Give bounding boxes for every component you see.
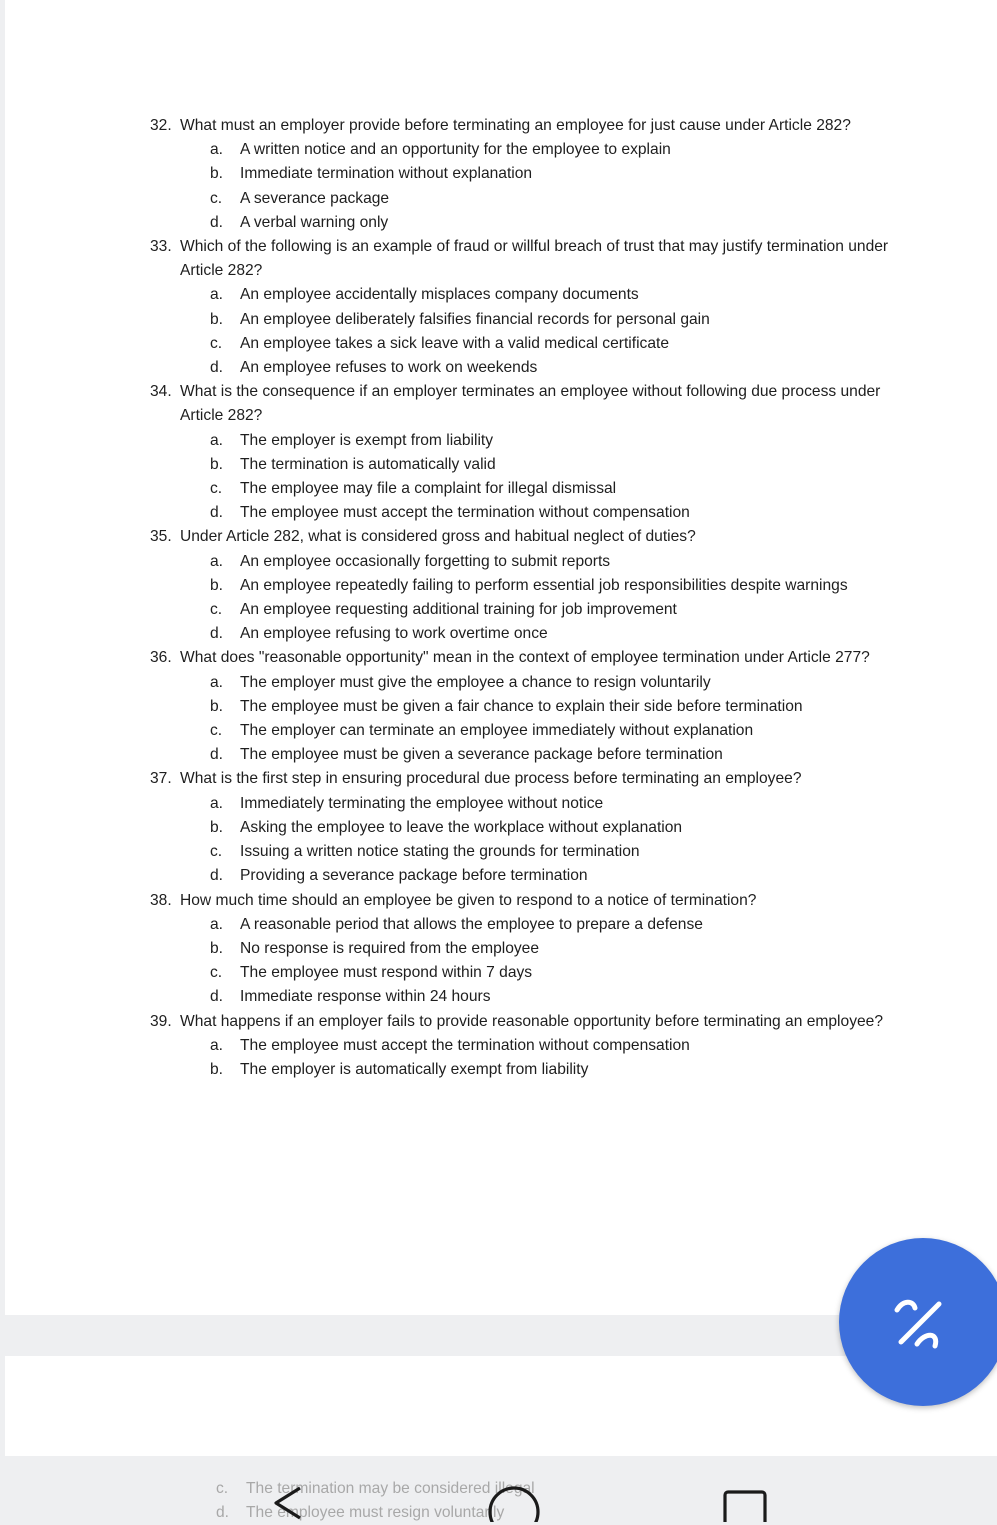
answer-option	[180, 792, 910, 816]
answer-options	[180, 913, 910, 1010]
question-text: What is the consequence if an employer terminates an employee without following due process under Article 282?	[180, 383, 881, 425]
question-number: 38.	[150, 891, 172, 909]
question-number: 33.	[150, 238, 172, 256]
option-text: The employee may file a complaint for illegal dismissal	[240, 480, 617, 498]
answer-option	[180, 550, 910, 574]
option-letter: b.	[210, 697, 224, 715]
option-text: The employee must accept the termination without compensation	[240, 504, 690, 522]
question-text: What does "reasonable opportunity" mean in the context of employee termination under Article 277?	[180, 649, 870, 667]
option-letter: c.	[210, 480, 223, 498]
option-text: The employee must accept the termination without compensation	[240, 1036, 690, 1054]
navigation-bar	[0, 1470, 997, 1522]
answer-option	[180, 138, 910, 162]
option-text: An employee takes a sick leave with a valid medical certificate	[240, 334, 670, 352]
option-letter: a.	[210, 915, 224, 933]
answer-options	[180, 671, 910, 768]
answer-option	[180, 429, 910, 453]
question-item	[150, 646, 910, 767]
question-text: How much time should an employee be given to respond to a notice of termination?	[180, 891, 757, 909]
option-text: An employee repeatedly failing to perform essential job responsibilities despite warnings	[240, 576, 848, 594]
answer-options	[180, 283, 910, 380]
option-text: An employee refuses to work on weekends	[240, 359, 538, 377]
answer-options	[180, 138, 910, 235]
question-number: 37.	[150, 770, 172, 788]
option-text: Providing a severance package before termination	[240, 867, 588, 885]
question-number: 32.	[150, 117, 172, 134]
option-letter: a.	[210, 673, 224, 691]
answer-option	[180, 162, 910, 186]
option-text: Immediate response within 24 hours	[240, 988, 491, 1006]
answer-option	[180, 453, 910, 477]
option-letter: a.	[210, 552, 224, 570]
answer-option	[180, 743, 910, 767]
answer-option	[180, 356, 910, 380]
option-text: Issuing a written notice stating the grounds for termination	[240, 843, 640, 861]
answer-option	[180, 985, 910, 1009]
option-letter: a.	[210, 794, 224, 812]
answer-option	[180, 671, 910, 695]
option-letter: d.	[210, 625, 224, 643]
question-number: 35.	[150, 528, 172, 546]
question-item	[150, 889, 910, 1010]
option-letter: d.	[210, 213, 224, 231]
document-page-next	[5, 1356, 997, 1456]
option-text: An employee occasionally forgetting to submit reports	[240, 552, 611, 570]
answer-option	[180, 1034, 910, 1058]
back-icon[interactable]	[276, 1488, 300, 1518]
answer-option	[180, 937, 910, 961]
question-number: 39.	[150, 1012, 172, 1030]
option-letter: b.	[210, 455, 224, 473]
option-letter: b.	[210, 939, 224, 957]
option-letter: c.	[210, 334, 223, 352]
option-text: The employer is exempt from liability	[240, 431, 494, 449]
home-icon[interactable]	[490, 1488, 538, 1522]
option-letter: d.	[210, 867, 224, 885]
option-text: A written notice and an opportunity for the employee to explain	[240, 141, 671, 159]
option-letter: c.	[216, 1480, 229, 1497]
option-letter: b.	[210, 1060, 224, 1078]
option-text: An employee requesting additional training for job improvement	[240, 601, 677, 619]
answer-option	[180, 187, 910, 211]
option-text: The employee must be given a fair chance to explain their side before termination	[240, 697, 803, 715]
answer-option	[180, 598, 910, 622]
option-letter: a.	[210, 141, 224, 159]
answer-option	[180, 913, 910, 937]
answer-options	[180, 1034, 910, 1082]
option-letter: c.	[210, 964, 223, 982]
answer-option	[180, 864, 910, 888]
option-letter: d.	[210, 504, 224, 522]
answer-option	[180, 211, 910, 235]
answer-option	[180, 840, 910, 864]
question-text: What must an employer provide before terminating an employee for just cause under Article 282?	[180, 117, 851, 134]
option-letter: b.	[210, 576, 224, 594]
answer-option	[180, 574, 910, 598]
option-letter: c.	[210, 601, 223, 619]
option-text: An employee deliberately falsifies financial records for personal gain	[240, 310, 710, 328]
option-letter: d.	[210, 988, 224, 1006]
question-text: What is the first step in ensuring procedural due process before terminating an employee?	[180, 770, 802, 788]
option-text: The employee must resign voluntarily	[246, 1504, 505, 1521]
option-letter: b.	[210, 818, 224, 836]
question-text: Which of the following is an example of fraud or willful breach of trust that may justify termination under Article 282?	[180, 238, 889, 280]
option-text: The employee must be given a severance package before termination	[240, 746, 723, 764]
option-letter: a.	[210, 1036, 224, 1054]
answer-options	[180, 550, 910, 647]
option-text: A severance package	[240, 189, 390, 207]
answer-option	[180, 1058, 910, 1082]
option-letter: a.	[210, 431, 224, 449]
option-letter: c.	[210, 189, 223, 207]
option-text: The employee must respond within 7 days	[240, 964, 533, 982]
option-text: Asking the employee to leave the workplace without explanation	[240, 818, 683, 836]
option-text: The employer can terminate an employee immediately without explanation	[240, 722, 754, 740]
answer-option	[180, 961, 910, 985]
option-letter: b.	[210, 165, 224, 183]
question-number: 36.	[150, 649, 172, 667]
recents-icon[interactable]	[725, 1492, 765, 1522]
question-item	[150, 235, 910, 380]
option-text: The termination is automatically valid	[240, 455, 496, 473]
question-item	[150, 525, 910, 646]
answer-options	[180, 792, 910, 889]
option-text: The termination may be considered illegal	[246, 1480, 535, 1497]
option-letter: c.	[210, 722, 223, 740]
option-letter: c.	[210, 843, 223, 861]
question-item	[150, 767, 910, 888]
option-letter: a.	[210, 286, 224, 304]
option-letter: d.	[210, 746, 224, 764]
answer-option	[180, 308, 910, 332]
option-text: A verbal warning only	[240, 213, 389, 231]
option-text: A reasonable period that allows the employee to prepare a defense	[240, 915, 703, 933]
option-text: The employer is automatically exempt from liability	[240, 1060, 589, 1078]
option-letter: d.	[210, 359, 224, 377]
question-text: Under Article 282, what is considered gross and habitual neglect of duties?	[180, 528, 696, 546]
answer-option	[180, 283, 910, 307]
option-text: The employer must give the employee a chance to resign voluntarily	[240, 673, 711, 691]
option-letter: b.	[210, 310, 224, 328]
option-text: An employee refusing to work overtime once	[240, 625, 548, 643]
option-text: Immediately terminating the employee without notice	[240, 794, 604, 812]
answer-option	[180, 816, 910, 840]
question-item	[150, 114, 910, 235]
pen-edit-icon	[889, 1288, 959, 1358]
answer-option	[180, 501, 910, 525]
answer-option	[180, 719, 910, 743]
question-item	[150, 380, 910, 525]
option-text: Immediate termination without explanation	[240, 165, 533, 183]
answer-option	[180, 622, 910, 646]
option-text: No response is required from the employee	[240, 939, 540, 957]
option-letter: d.	[216, 1504, 230, 1521]
answer-option	[180, 477, 910, 501]
answer-option	[180, 332, 910, 356]
option-text: An employee accidentally misplaces company documents	[240, 286, 639, 304]
question-number: 34.	[150, 383, 172, 401]
answer-option	[180, 695, 910, 719]
quiz-questions	[150, 114, 910, 1082]
question-item	[150, 1010, 910, 1083]
answer-options	[180, 429, 910, 526]
question-text: What happens if an employer fails to provide reasonable opportunity before terminating an employee?	[180, 1012, 884, 1030]
edit-fab-button[interactable]	[839, 1238, 997, 1406]
